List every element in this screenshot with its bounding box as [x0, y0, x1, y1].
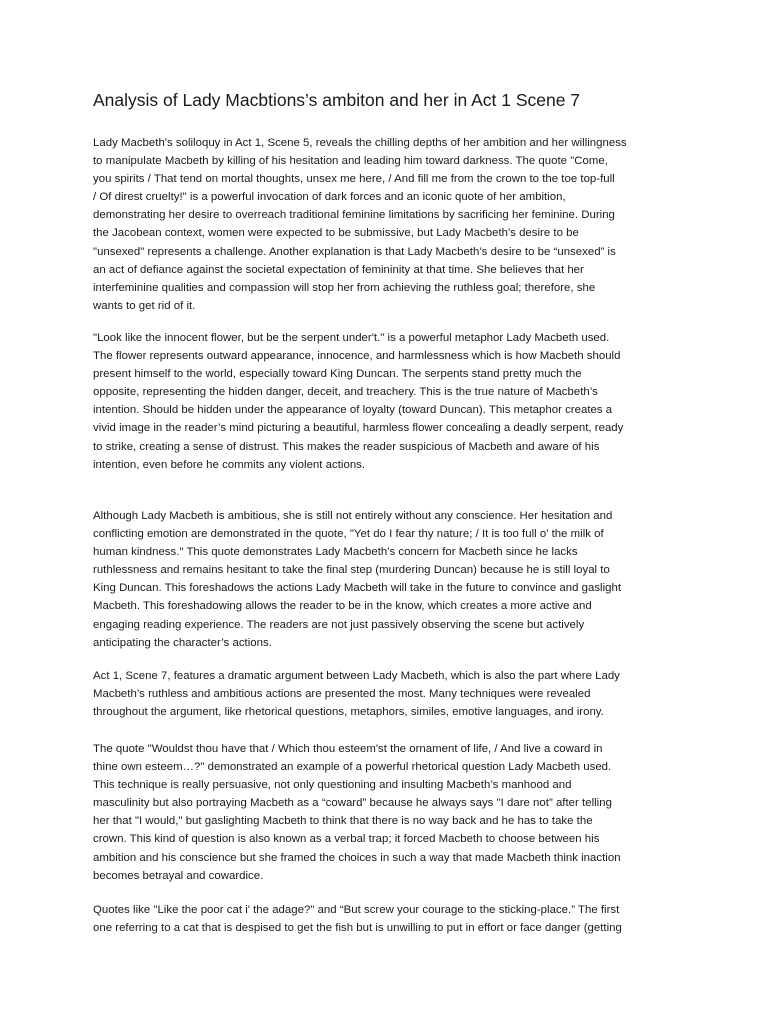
paragraph-line: crown. This kind of question is also known as a verbal trap; it forced Macbeth to choose between his	[93, 833, 600, 846]
paragraph-line: This technique is really persuasive, not only questioning and insulting Macbeth’s manhood and	[93, 779, 572, 792]
paragraph-line: human kindness." This quote demonstrates Lady Macbeth's concern for Macbeth since he lacks	[93, 546, 578, 559]
paragraph-line: ruthlessness and remains hesitant to take the final step (murdering Duncan) because he is still loyal to	[93, 564, 610, 577]
paragraph-line: wants to get rid of it.	[93, 299, 196, 312]
paragraph-line: present himself to the world, especially toward King Duncan. The serpents stand pretty much the	[93, 368, 582, 381]
paragraph-line: opposite, representing the hidden danger, deceit, and treachery. This is the true nature of Macbeth’s	[93, 386, 598, 399]
paragraph-line: becomes betrayal and cowardice.	[93, 869, 264, 882]
paragraph-line: an act of defiance against the societal expectation of femininity at that time. She believes that her	[93, 263, 584, 276]
paragraph-4	[93, 667, 683, 721]
paragraph-line: demonstrating her desire to overreach traditional feminine limitations by sacrificing her feminine. During	[93, 209, 615, 222]
paragraph-line: to strike, creating a sense of distrust. This makes the reader suspicious of Macbeth and aware of his	[93, 440, 600, 453]
paragraph-line: to manipulate Macbeth by killing of his hesitation and leading him toward darkness. The quote "Come,	[93, 155, 608, 168]
paragraph-line: King Duncan. This foreshadows the actions Lady Macbeth will take in the future to convince and gaslight	[93, 582, 622, 595]
paragraph-line: one referring to a cat that is despised to get the fish but is unwilling to put in effort or face danger (getting	[93, 922, 622, 935]
paragraph-3	[93, 507, 683, 652]
paragraph-line: conflicting emotion are demonstrated in the quote, "Yet do I fear thy nature; / It is too full o' the milk of	[93, 528, 604, 541]
paragraph-line: intention. Should be hidden under the appearance of loyalty (toward Duncan). This metaphor creates a	[93, 404, 613, 417]
paragraph-line: / Of direst cruelty!" is a powerful invocation of dark forces and an iconic quote of her ambition,	[93, 191, 566, 204]
paragraph-line: intention, even before he commits any violent actions.	[93, 458, 366, 471]
paragraph-line: thine own esteem…?" demonstrated an example of a powerful rhetorical question Lady Macbeth used.	[93, 761, 612, 774]
document-title: Analysis of Lady Macbtions’s ambiton and her in Act 1 Scene 7	[93, 90, 581, 110]
paragraph-line: Quotes like "Like the poor cat i' the adage?" and “But screw your courage to the sticking-place.” The first	[93, 904, 620, 916]
paragraph-line: Act 1, Scene 7, features a dramatic argument between Lady Macbeth, which is also the part where Lady	[93, 670, 620, 682]
paragraph-line: her that "I would," but gaslighting Macbeth to think that there is no way back and he has to take the	[93, 815, 593, 828]
paragraph-line: "unsexed" represents a challenge. Another explanation is that Lady Macbeth’s desire to be “unsexed” is	[93, 245, 616, 258]
paragraph-5	[93, 740, 683, 885]
paragraph-line: masculinity but also portraying Macbeth as a “coward” because he always says "I dare not” after telling	[93, 797, 612, 810]
paragraph-line: Macbeth. This foreshadowing allows the reader to be in the know, which creates a more active and	[93, 600, 592, 613]
paragraph-line: The flower represents outward appearance, innocence, and harmlessness which is how Macbeth should	[93, 350, 621, 363]
paragraph-2	[93, 329, 683, 474]
paragraph-1	[93, 134, 683, 315]
paragraph-line: ambition and his conscience but she framed the choices in such a way that made Macbeth think inaction	[93, 851, 621, 864]
paragraph-line: anticipating the character’s actions.	[93, 636, 272, 649]
paragraph-line: Lady Macbeth's soliloquy in Act 1, Scene 5, reveals the chilling depths of her ambition and her willingness	[93, 137, 627, 149]
paragraph-line: interfeminine qualities and compassion will stop her from achieving the ruthless goal; therefore, she	[93, 281, 596, 294]
paragraph-line: Macbeth’s ruthless and ambitious actions are presented the most. Many techniques were revealed	[93, 688, 591, 701]
paragraph-line: the Jacobean context, women were expected to be submissive, but Lady Macbeth's desire to be	[93, 227, 579, 240]
paragraph-line: throughout the argument, like rhetorical questions, metaphors, similes, emotive languages, and irony.	[93, 706, 604, 719]
paragraph-6	[93, 901, 683, 937]
paragraph-line: "Look like the innocent flower, but be the serpent under't." is a powerful metaphor Lady Macbeth used.	[93, 332, 610, 344]
paragraph-line: you spirits / That tend on mortal thoughts, unsex me here, / And fill me from the crown to the toe top-full	[93, 173, 615, 186]
paragraph-line: Although Lady Macbeth is ambitious, she is still not entirely without any conscience. Her hesitation and	[93, 510, 613, 522]
paragraph-line: vivid image in the reader’s mind picturing a beautiful, harmless flower concealing a deadly serpent, ready	[93, 422, 624, 435]
paragraph-line: engaging reading experience. The readers are not just passively observing the scene but actively	[93, 618, 585, 631]
paragraph-line: The quote "Wouldst thou have that / Which thou esteem'st the ornament of life, / And live a coward in	[93, 743, 603, 755]
